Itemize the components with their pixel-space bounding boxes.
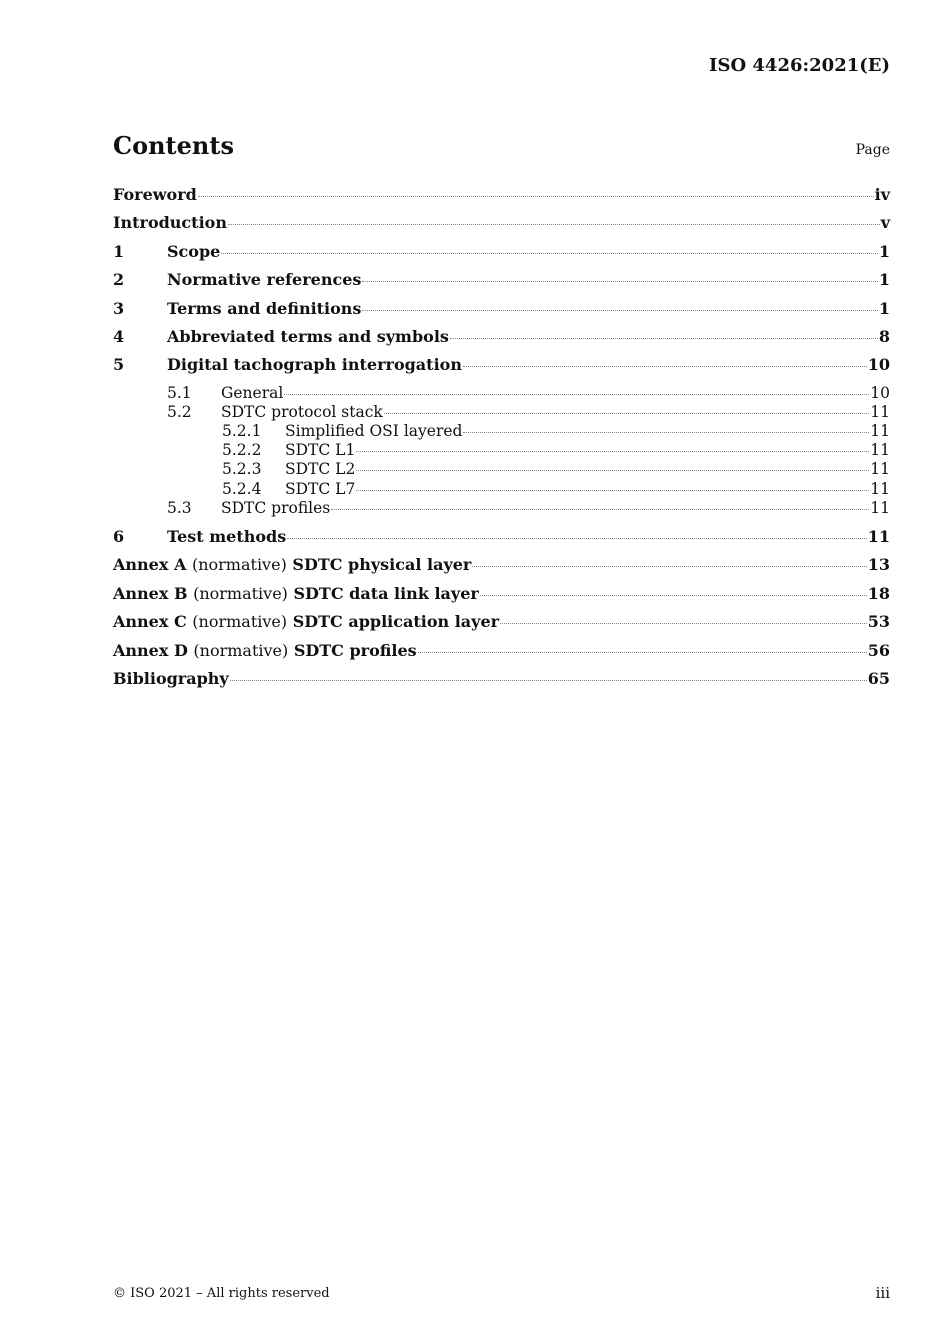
toc-entry-page: 1 xyxy=(878,241,890,261)
toc-entry-title: Bibliography xyxy=(113,669,229,688)
toc-entry-page: 8 xyxy=(878,326,890,346)
dot-leader xyxy=(500,622,867,624)
toc-entry-title: General xyxy=(221,383,284,402)
toc-entry-test-methods[interactable] xyxy=(113,527,890,555)
annex-label: Annex B xyxy=(113,583,188,603)
toc-entry-page: 11 xyxy=(870,498,890,517)
dot-leader xyxy=(362,309,877,311)
toc-entry-title: SDTC data link layer xyxy=(293,583,479,603)
dot-leader xyxy=(228,223,880,225)
toc-entry-annex-c[interactable] xyxy=(113,612,890,640)
annex-label: Annex D xyxy=(113,640,188,660)
toc-entry-page: 11 xyxy=(870,402,890,421)
toc-entry-sdtc-protocol-stack[interactable] xyxy=(113,403,890,422)
toc-entry-number: 5 xyxy=(113,355,125,375)
toc-entry-foreword[interactable] xyxy=(113,185,890,213)
toc-entry-number: 5.2.4 xyxy=(222,479,262,498)
toc-entry-bibliography[interactable] xyxy=(113,669,890,697)
document-id: ISO 4426:2021(E) xyxy=(709,55,890,76)
dot-leader xyxy=(450,337,878,339)
toc-entry-number: 5.1 xyxy=(167,383,192,402)
toc-entry-abbreviated-terms[interactable] xyxy=(113,327,890,355)
toc-entry-title: Test methods xyxy=(167,527,287,547)
dot-leader xyxy=(284,393,869,395)
toc-entry-page: iv xyxy=(874,185,890,204)
toc-entry-page: 11 xyxy=(870,422,890,441)
toc-entry-title: SDTC L7 xyxy=(285,479,356,498)
toc-entry-page: 18 xyxy=(867,583,890,603)
toc-entry-title: SDTC protocol stack xyxy=(221,402,383,421)
dot-leader xyxy=(198,195,874,197)
toc-entry-number: 3 xyxy=(113,298,125,318)
toc-entry-sdtc-l2[interactable] xyxy=(113,460,890,479)
toc-entry-title: SDTC application layer xyxy=(292,612,500,632)
toc-entry-number: 5.2.2 xyxy=(222,441,262,460)
toc-entry-number: 5.2.3 xyxy=(222,460,262,479)
toc-entry-sdtc-profiles-section[interactable] xyxy=(113,499,890,518)
toc-entry-sdtc-l1[interactable] xyxy=(113,441,890,460)
toc-entry-title: Scope xyxy=(167,241,221,261)
toc-entry-page: 11 xyxy=(867,527,890,547)
toc-entry-number: 1 xyxy=(113,241,125,261)
toc-entry-page: 53 xyxy=(867,612,890,632)
table-of-contents xyxy=(113,185,890,697)
toc-entry-page: 11 xyxy=(870,441,890,460)
toc-entry-title: SDTC profiles xyxy=(293,640,417,660)
annex-type: (normative) xyxy=(192,612,288,632)
toc-entry-sdtc-l7[interactable] xyxy=(113,480,890,499)
toc-entry-title: SDTC L1 xyxy=(285,441,356,460)
toc-entry-title: Introduction xyxy=(113,213,227,233)
toc-entry-page: 13 xyxy=(867,555,890,575)
toc-entry-annex-a[interactable] xyxy=(113,555,890,583)
dot-leader xyxy=(362,280,877,282)
dot-leader xyxy=(384,412,869,414)
dot-leader xyxy=(418,651,867,653)
toc-entry-number: 6 xyxy=(113,527,125,547)
toc-entry-page: 10 xyxy=(867,355,890,375)
toc-entry-scope[interactable] xyxy=(113,242,890,270)
annex-label: Annex C xyxy=(113,612,187,632)
toc-entry-page: v xyxy=(880,213,890,233)
dot-leader xyxy=(463,431,869,433)
page-number: iii xyxy=(875,1284,890,1302)
dot-leader xyxy=(287,537,867,539)
toc-entry-title: Abbreviated terms and symbols xyxy=(167,326,449,346)
toc-entry-page: 10 xyxy=(870,383,890,402)
copyright-notice: © ISO 2021 – All rights reserved xyxy=(113,1286,330,1301)
dot-leader xyxy=(356,489,869,491)
dot-leader xyxy=(480,594,867,596)
toc-entry-page: 11 xyxy=(870,479,890,498)
toc-entry-title: Normative references xyxy=(167,270,362,290)
toc-entry-number: 5.2.1 xyxy=(222,422,262,441)
toc-entry-title: SDTC profiles xyxy=(221,498,331,517)
toc-entry-digital-tachograph-interrogation[interactable] xyxy=(113,355,890,383)
toc-entry-number: 5.3 xyxy=(167,498,192,517)
page-column-label: Page xyxy=(855,142,890,158)
annex-label: Annex A xyxy=(113,555,187,575)
toc-entry-simplified-osi-layered[interactable] xyxy=(113,422,890,441)
toc-entry-number: 5.2 xyxy=(167,402,192,421)
toc-entry-general[interactable] xyxy=(113,384,890,403)
toc-entry-normative-references[interactable] xyxy=(113,270,890,298)
toc-entry-number: 2 xyxy=(113,270,125,290)
toc-entry-title: Digital tachograph interrogation xyxy=(167,355,462,375)
toc-entry-page: 1 xyxy=(878,270,890,290)
toc-entry-annex-b[interactable] xyxy=(113,584,890,612)
toc-entry-terms-and-definitions[interactable] xyxy=(113,299,890,327)
toc-entry-page: 65 xyxy=(867,669,890,688)
dot-leader xyxy=(463,365,867,367)
toc-entry-title: Simplified OSI layered xyxy=(285,422,463,441)
toc-entry-page: 11 xyxy=(870,460,890,479)
toc-entry-number: 4 xyxy=(113,326,125,346)
annex-type: (normative) xyxy=(193,583,288,603)
toc-entry-page: 56 xyxy=(867,640,890,660)
toc-entry-title: SDTC L2 xyxy=(285,460,356,479)
toc-entry-introduction[interactable] xyxy=(113,213,890,241)
toc-entry-annex-d[interactable] xyxy=(113,641,890,669)
dot-leader xyxy=(230,679,867,681)
annex-type: (normative) xyxy=(193,640,289,660)
dot-leader xyxy=(472,565,866,567)
contents-title: Contents xyxy=(113,131,234,160)
dot-leader xyxy=(331,508,869,510)
toc-entry-title: Foreword xyxy=(113,185,197,204)
toc-entry-page: 1 xyxy=(878,298,890,318)
toc-entry-title: SDTC physical layer xyxy=(292,555,472,575)
dot-leader xyxy=(221,252,878,254)
dot-leader xyxy=(356,450,869,452)
toc-entry-title: Terms and definitions xyxy=(167,298,362,318)
dot-leader xyxy=(356,469,869,471)
annex-type: (normative) xyxy=(191,555,287,575)
